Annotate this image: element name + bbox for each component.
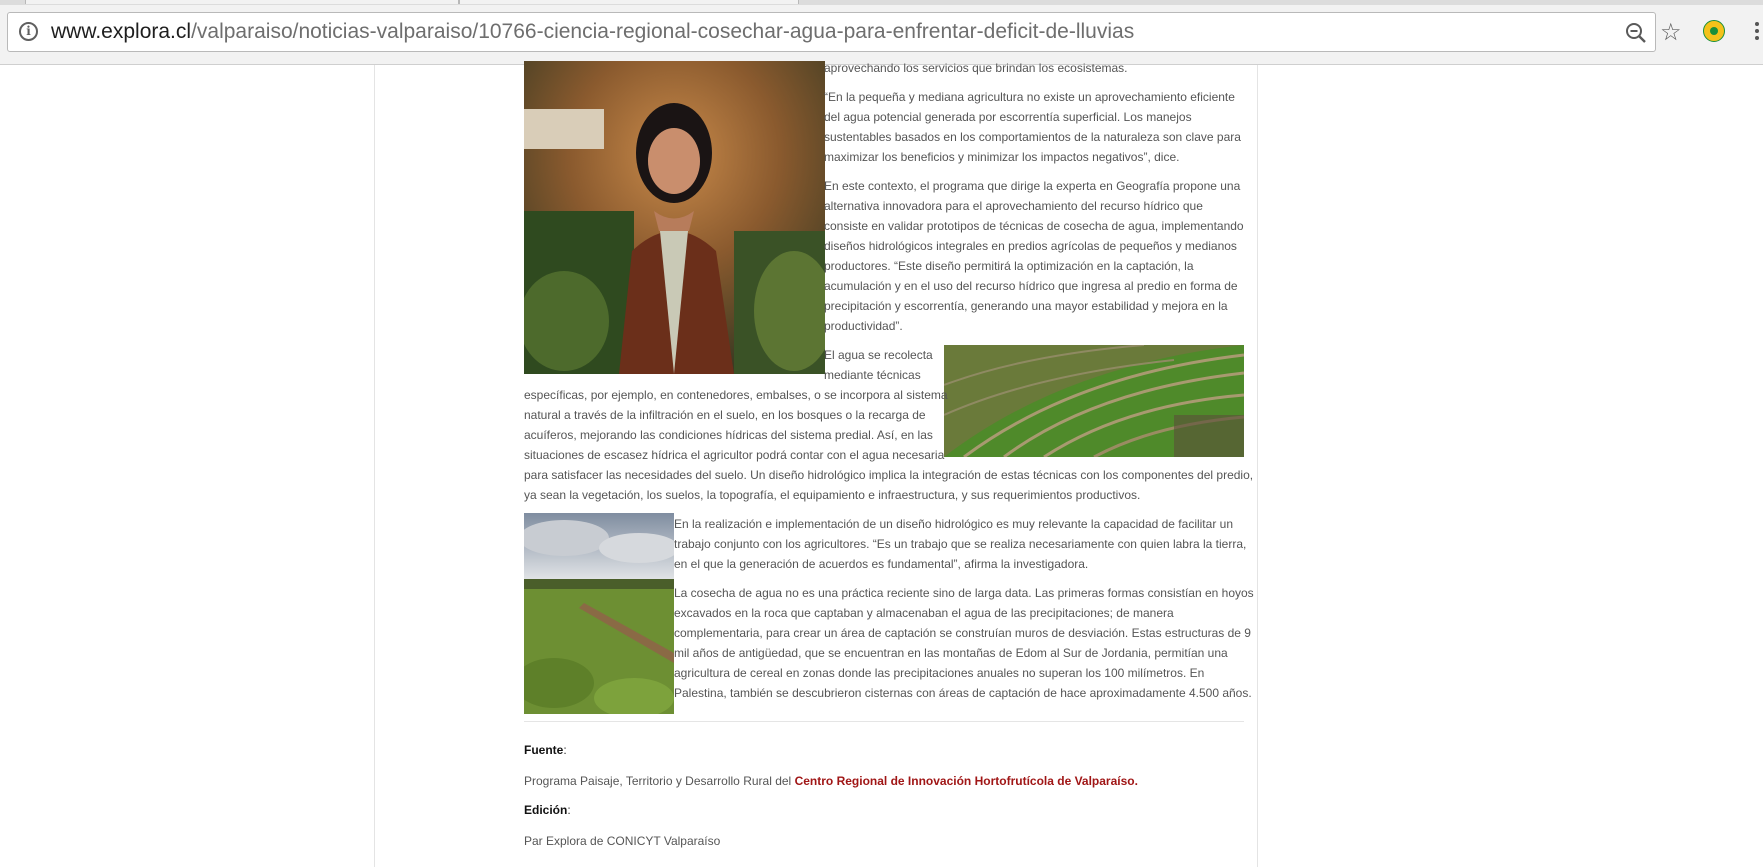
url-host: www.explora.cl — [51, 20, 192, 43]
source-link[interactable]: Centro Regional de Innovación Hortofrutícola de Valparaíso. — [794, 774, 1138, 788]
menu-icon[interactable] — [1755, 22, 1759, 40]
source-text: Programa Paisaje, Territorio y Desarrollo Rural del — [524, 774, 795, 788]
url-path: /valparaiso/noticias-valparaiso/10766-ciencia-regional-cosechar-agua-para-enfrentar-deficit-de-lluvias — [191, 20, 1135, 43]
portrait-photo — [524, 61, 825, 374]
paragraph-quote: “En la pequeña y mediana agricultura no existe un aprovechamiento eficiente del agua potencial generada por escorrentía superficial. Los manejos sustentables basados en los comportamientos de la naturaleza son clave para maximizar los beneficios y minimizar los impactos negativos”, dice. — [824, 90, 1241, 164]
paragraph-water-top: El agua se recolecta mediante técnicas — [824, 348, 933, 382]
address-bar[interactable] — [7, 12, 1682, 52]
paragraph-water-full: para satisfacer las necesidades del suelo. Un diseño hidrológico implica la integración de estas técnicas con los componentes del predio, ya sean la vegetación, los suelos, la topografía, el equipamiento e infraestructura, y sus requerimientos productivos. — [524, 468, 1254, 502]
section-divider — [524, 721, 1244, 722]
source-heading: Fuente: — [524, 743, 567, 757]
extension-icon[interactable] — [1703, 20, 1725, 42]
paragraph-intro: aprovechando los servicios que brindan los ecosistemas. — [824, 61, 1128, 75]
url-text[interactable] — [51, 20, 1134, 44]
zoom-out-icon[interactable] — [1625, 22, 1647, 44]
source-line — [524, 774, 1138, 788]
browser-tab[interactable] — [459, 0, 799, 4]
info-icon[interactable]: i — [19, 22, 38, 41]
browser-toolbar — [0, 0, 1763, 65]
terraces-photo — [944, 345, 1244, 457]
paragraph-water-body: específicas, por ejemplo, en contenedores, embalses, o se incorpora al sistema natural a través de la infiltración en el suelo, en los bosques o la recarga de acuíferos, mejorando las condiciones hídricas del sistema predial. Así, en las situaciones de escasez hídrica el agricultor podrá contar con el agua necesaria — [524, 388, 948, 462]
edit-text: Par Explora de CONICYT Valparaíso — [524, 834, 721, 848]
edit-heading: Edición: — [524, 803, 571, 817]
paragraph-context: En este contexto, el programa que dirige la experta en Geografía propone una alternativa innovadora para el aprovechamiento del recurso hídrico que consiste en validar prototipos de técnicas de cosecha de agua, implementando diseños hidrológicos integrales en predios agrícolas de pequeños y medianos productores. “Este diseño permitirá la optimización en la captación, la acumulación y en el uso del recurso hídrico que ingresa al predio en forma de precipitación y escorrentía, generando una mayor estabilidad y mejora en la productividad”. — [824, 179, 1244, 333]
paragraph-design: En la realización e implementación de un diseño hidrológico es muy relevante la capacidad de facilitar un trabajo conjunto con los agricultores. “Es un trabajo que se realiza necesariamente con quien labra la tierra, en el que la generación de acuerdos es fundamental”, afirma la investigadora. — [674, 517, 1247, 571]
star-icon[interactable]: ☆ — [1660, 18, 1682, 46]
field-photo — [524, 513, 674, 714]
browser-tab[interactable] — [25, 0, 459, 4]
paragraph-history: La cosecha de agua no es una práctica reciente sino de larga data. Las primeras formas consistían en hoyos excavados en la roca que captaban y almacenaban el agua de las precipitaciones; de manera complementaria, para crear un área de captación se construían muros de desviación. Estas estructuras de 9 mil años de antigüedad, que se encuentran en las montañas de Edom al Sur de Jordania, permitían una agricultura de cereal en zonas donde las precipitaciones anuales no superan los 100 milímetros. En Palestina, también se descubrieron cisternas con áreas de captación de hace aproximadamente 4.500 años. — [674, 586, 1254, 700]
